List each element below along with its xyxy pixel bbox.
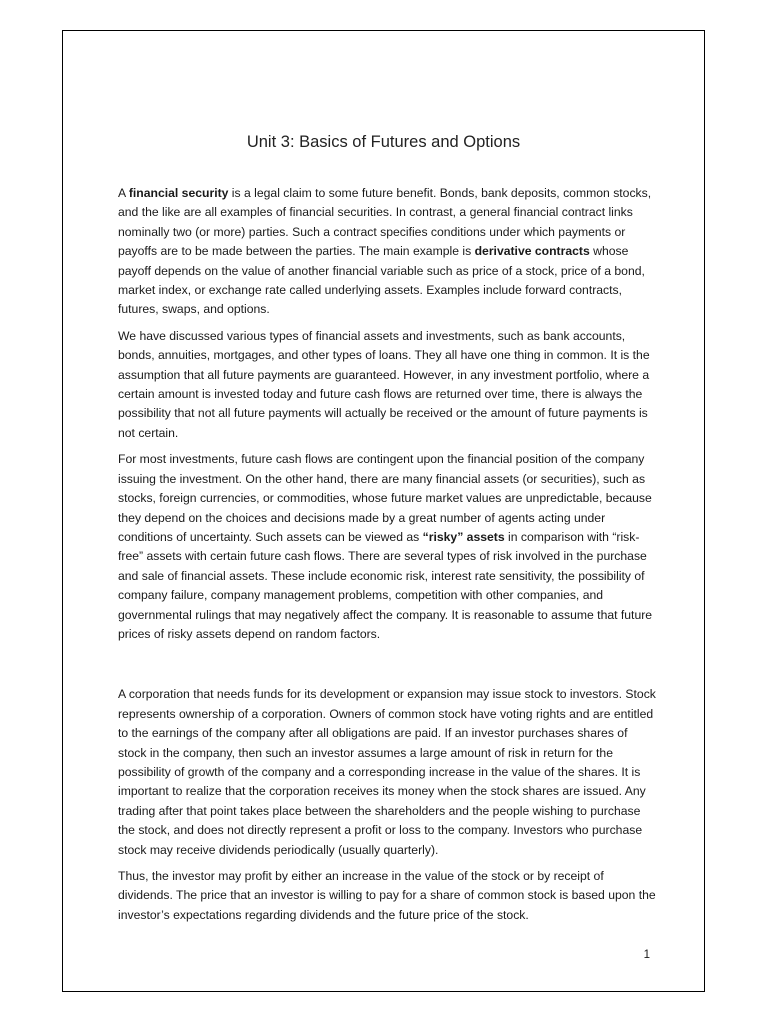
paragraph-text: For most investments, future cash flows are contingent upon the financial position of the company issuing the investment. On the other hand, there are many financial assets (or securities), such as stocks, foreign currencies, or commodities, whose future market values are unpredictable, because they depend on the choices and decisions made by a great number of agents acting under conditions of uncertainty. Such assets can be viewed as [118, 452, 652, 544]
term-derivative-contracts: derivative contracts [474, 244, 590, 259]
term-risky-assets: “risky” assets [422, 529, 505, 544]
paragraph-corporation-stock: A corporation that needs funds for its development or expansion may issue stock to investors. Stock represents ownership of a corporation. Owners of common stock have voting rights and are entitled to the earnings of the company after all obligations are paid. If an investor purchases shares of stock in the company, then such an investor assumes a large amount of risk in return for the possibility of growth of the company and a corresponding increase in the value of the shares. It is important to realize that the corporation receives its money when the stock shares are issued. Any trading after that point takes place between the shareholders and the people wishing to purchase the stock, and does not directly represent a profit or loss to the company. Investors who purchase stock may receive dividends periodically (usually quarterly). [118, 687, 656, 857]
page-title: Unit 3: Basics of Futures and Options [246, 133, 521, 151]
paragraph-text: is a legal claim to some future benefit. Bonds, bank deposits, common stocks, and the like are all examples of financial securities. In contrast, a general financial contract links nominally two (or more) parties. Such a contract specifies conditions under which payments or payoffs are to be made between the parties. The main example is [118, 186, 652, 259]
paragraph-investments: We have discussed various types of financial assets and investments, such as bank accounts, bonds, annuities, mortgages, and other types of loans. They all have one thing in common. It is the assumption that all future payments are guaranteed. However, in any investment portfolio, where a certain amount is invested today and future cash flows are returned over time, there is always the possibility that not all future payments will actually be received or the amount of future payments is not certain. [118, 328, 650, 440]
page-number: 1 [643, 949, 650, 961]
paragraph-text: A [118, 186, 129, 200]
document-body [118, 184, 658, 932]
paragraph-text: in comparison with “risk-free” assets with certain future cash flows. There are several types of risk involved in the purchase and sale of financial assets. These include economic risk, interest rate sensitivity, the possibility of company failure, company management problems, competition with other companies, and governmental rulings that may negatively affect the company. It is reasonable to assume that future prices of risky assets depend on random factors. [118, 529, 653, 641]
paragraph-financial-security [118, 184, 658, 320]
paragraph-risky-assets [118, 450, 658, 644]
paragraph-investor-profit: Thus, the investor may profit by either an increase in the value of the stock or by receipt of dividends. The price that an investor is willing to pay for a share of common stock is based upon the investor’s expectations regarding dividends and the future price of the stock. [118, 869, 656, 922]
term-financial-security: financial security [128, 186, 229, 200]
paragraph-text: whose payoff depends on the value of another financial variable such as price of a stock, price of a bond, market index, or exchange rate called underlying assets. Examples include forward contracts, futures, swaps, and options. [118, 244, 645, 317]
document-page [62, 30, 705, 992]
